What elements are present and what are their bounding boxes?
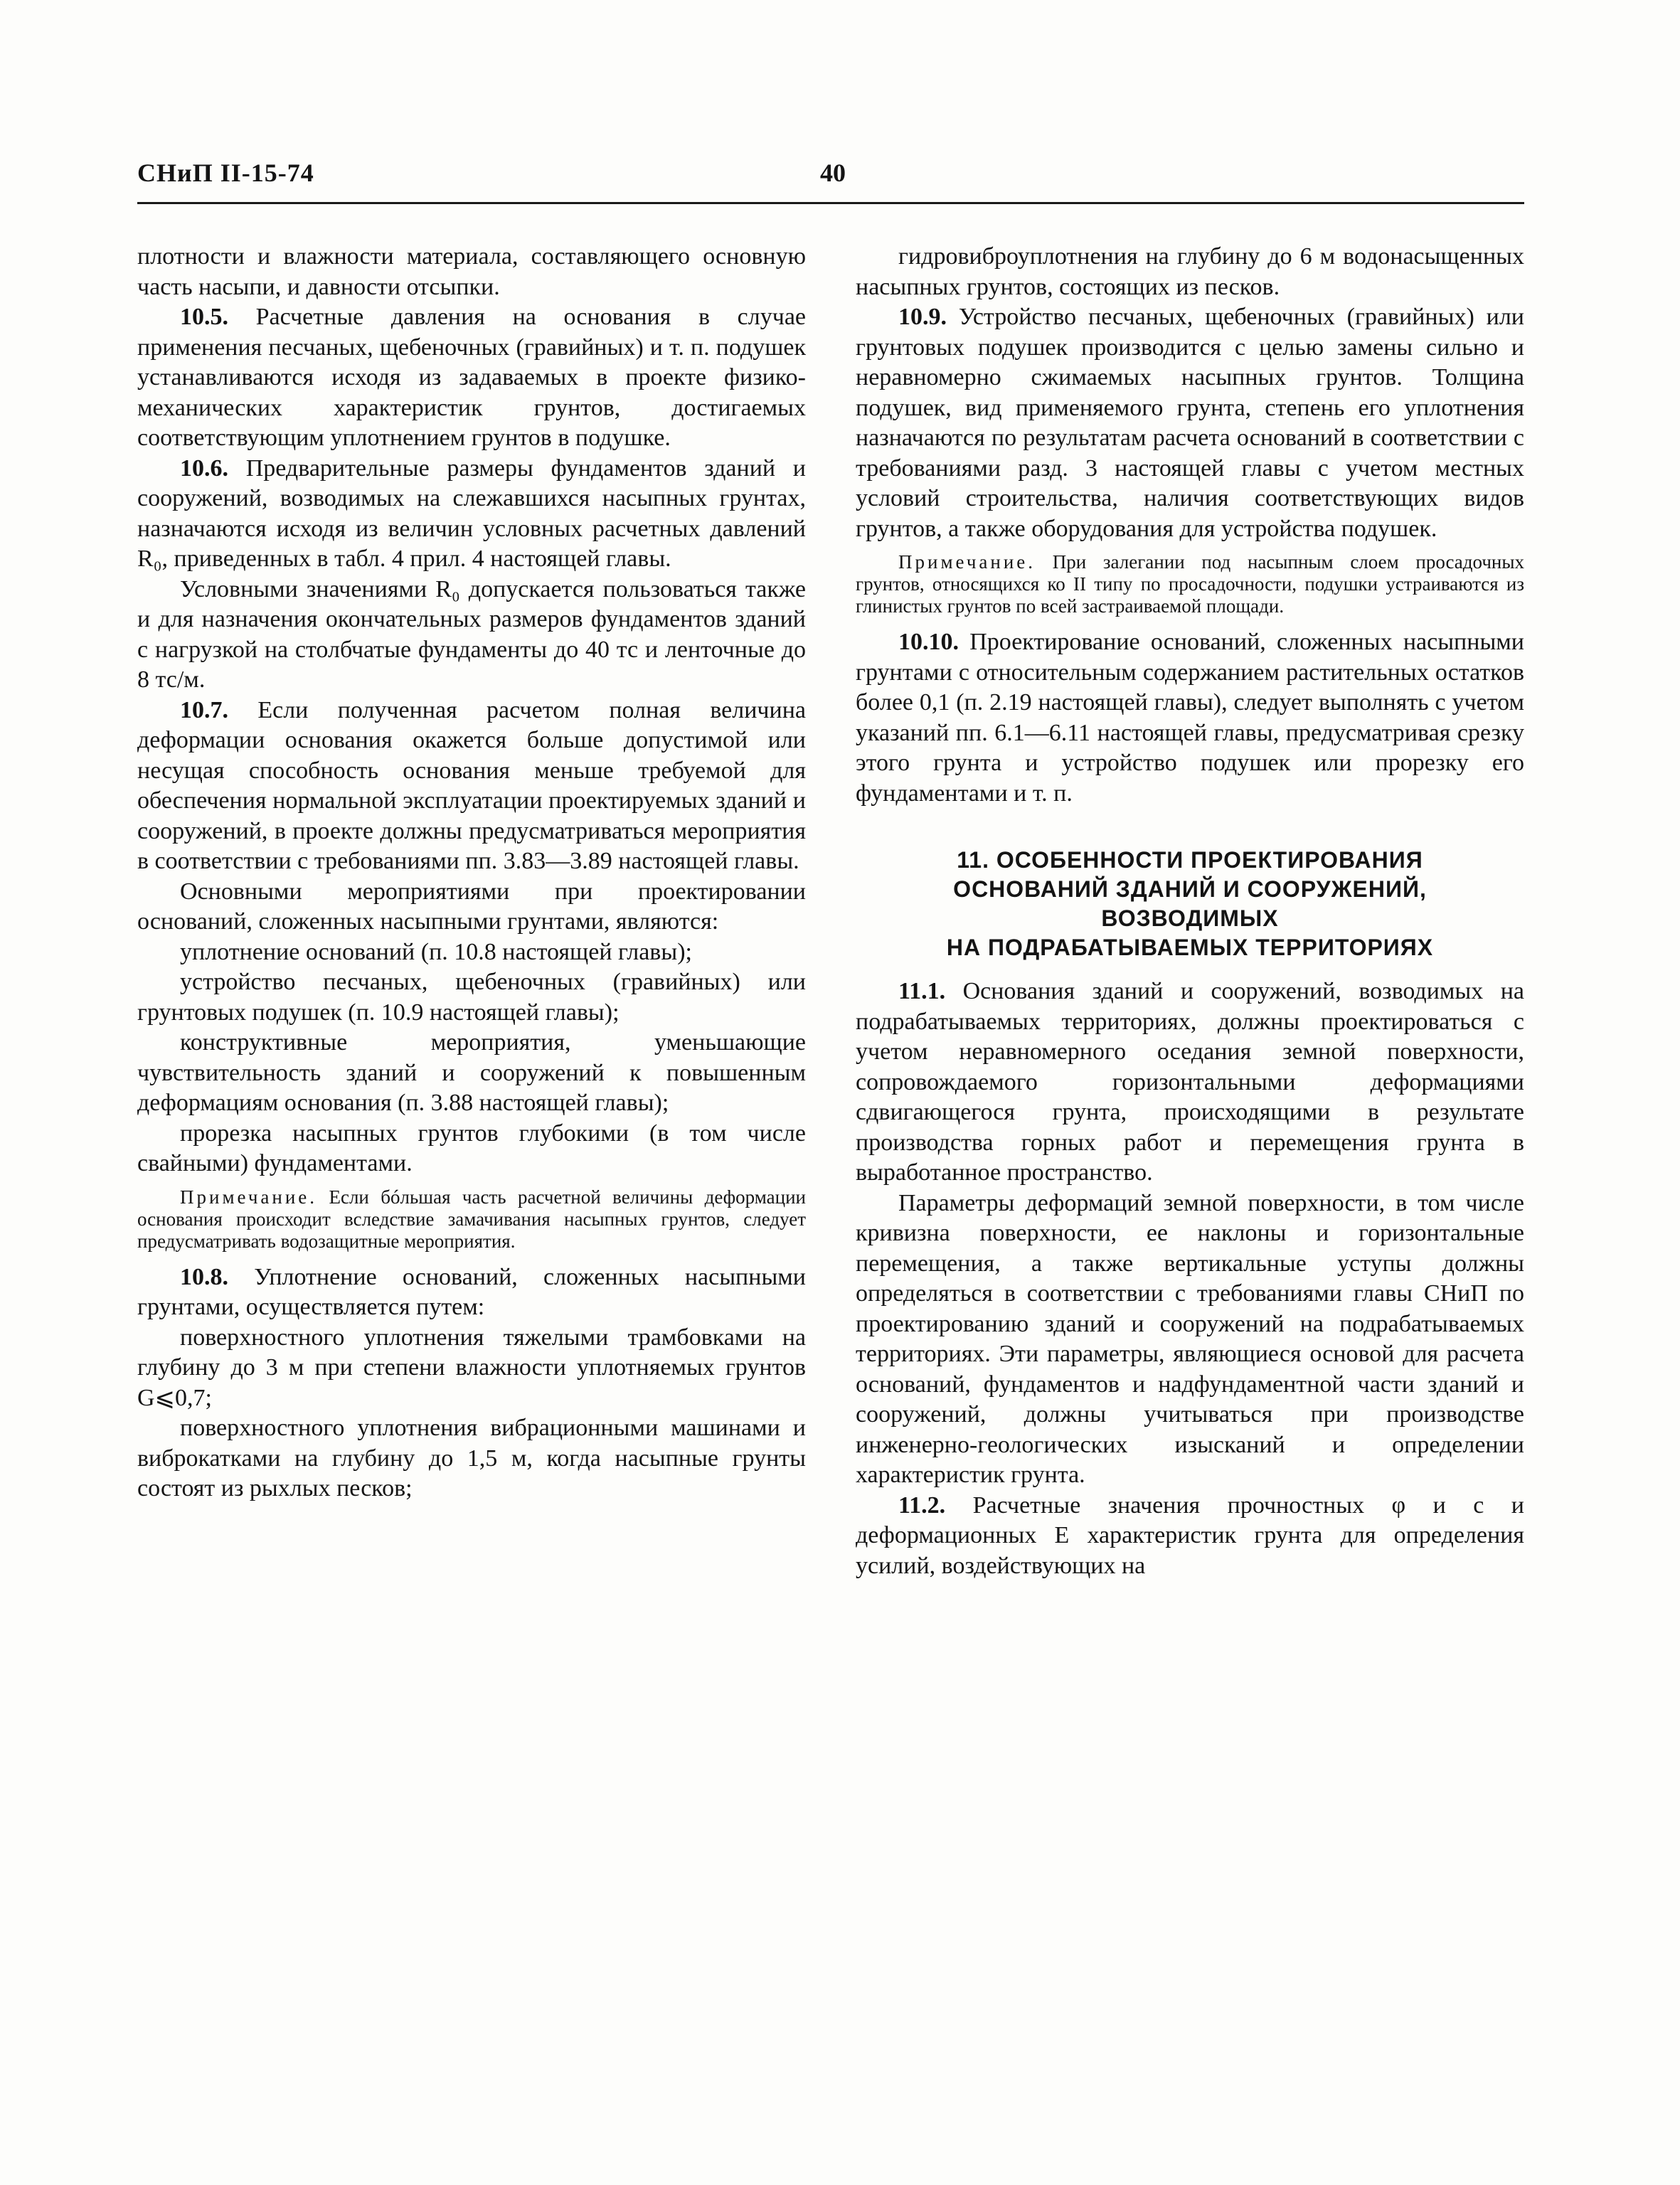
note-text: При залегании под насыпным слоем просадочных грунтов, относящихся ко II типу по просадочности, подушки устраиваются из глинистых грунтов по всей застраиваемой площади.	[856, 551, 1524, 617]
left-column	[137, 242, 806, 1504]
clause-text: Расчетные давления на основания в случае применения песчаных, щебеночных (гравийных) и т. п. подушек устанавливаются исходя из задаваемых в проекте физико-механических характеристик грунтов, достигаемых соответствующим уплотнением грунтов в подушке.	[137, 304, 806, 451]
heading-line: НА ПОДРАБАТЫВАЕМЫХ ТЕРРИТОРИЯХ	[946, 935, 1434, 960]
note-label: Примечание.	[180, 1186, 318, 1208]
list-item: устройство песчаных, щебеночных (гравийных) или грунтовых подушек (п. 10.9 настоящей главы);	[137, 969, 806, 1026]
paragraph-continuation: плотности и влажности материала, составляющего основную часть насыпи, и давности отсыпки.	[137, 243, 806, 300]
clause-number: 11.2.	[898, 1492, 946, 1519]
clause-text: Расчетные значения прочностных φ и c и деформационных E характеристик грунта для определения усилий, воздействующих на	[856, 1492, 1524, 1579]
paragraph: Параметры деформаций земной поверхности, в том числе кривизна поверхности, ее наклоны и горизонтальные перемещения, а также вертикальные уступы должны определяться в соответствии с требованиями главы СНиП по проектированию зданий и сооружений на подрабатываемых территориях. Эти параметры, являющиеся основой для расчета оснований, фундаментов и надфундаментной части зданий и сооружений, должны учитываться при производстве инженерно-геологических изысканий и определении характеристик грунта.	[856, 1189, 1524, 1488]
clause-number: 11.1.	[898, 978, 946, 1004]
clause-text: Предварительные размеры фундаментов зданий и сооружений, возводимых на слежавшихся насыпных грунтах, назначаются исходя из величин условных расчетных давлений R₀, приведенных в табл. 4 прил. 4 настоящей главы.	[137, 454, 807, 572]
clause-11-1	[856, 977, 1524, 1189]
header-rule	[137, 202, 1524, 204]
paragraph: Условными значениями R₀ допускается пользоваться также и для назначения окончательных размеров фундаментов зданий с нагрузкой на столбчатые фундаменты до 40 тс и ленточные до 8 тс/м.	[137, 575, 806, 693]
list-item: уплотнение оснований (п. 10.8 настоящей главы);	[180, 938, 692, 965]
clause-number: 10.6.	[180, 454, 228, 482]
list-item: поверхностного уплотнения тяжелыми трамбовками на глубину до 3 м при степени влажности уплотняемых грунтов G⩽0,7;	[137, 1324, 806, 1411]
clause-number: 10.5.	[180, 304, 228, 330]
clause-number: 10.7.	[180, 696, 228, 723]
list-item: конструктивные мероприятия, уменьшающие чувствительность зданий и сооружений к повышенным деформациям основания (п. 3.88 настоящей главы);	[137, 1029, 806, 1116]
list-item: прорезка насыпных грунтов глубокими (в том числе свайными) фундаментами.	[137, 1120, 806, 1176]
note-text: Если бóльшая часть расчетной величины деформации основания происходит вследствие замачивания насыпных грунтов, следует предусматривать водозащитные мероприятия.	[137, 1186, 807, 1252]
page-header	[137, 158, 1524, 201]
clause-number: 10.9.	[898, 304, 947, 330]
clause-10-5	[137, 302, 806, 454]
clause-number: 10.8.	[180, 1263, 228, 1290]
page-number: 40	[820, 159, 846, 187]
note	[137, 1186, 806, 1253]
section-heading	[856, 846, 1524, 962]
clause-text: Устройство песчаных, щебеночных (гравийных) или грунтовых подушек производится с целью замены сильно и неравномерно сжимаемых насыпных грунтов. Толщина подушек, вид применяемого грунта, степень его уплотнения назначаются по результатам расчета оснований в соответствии с требованиями разд. 3 настоящей главы с учетом местных условий строительства, наличия соответствующих видов грунтов, а также оборудования для устройства подушек.	[856, 304, 1524, 542]
paragraph-continuation: гидровиброуплотнения на глубину до 6 м водонасыщенных насыпных грунтов, состоящих из песков.	[856, 243, 1524, 300]
heading-line: ОСНОВАНИЙ ЗДАНИЙ И СООРУЖЕНИЙ,	[953, 876, 1427, 902]
note	[856, 551, 1524, 617]
document-code: СНиП II-15-74	[137, 159, 314, 187]
right-column	[856, 242, 1524, 1581]
clause-10-8	[137, 1262, 806, 1323]
clause-10-10	[856, 627, 1524, 809]
clause-11-2	[856, 1491, 1524, 1582]
heading-line: ВОЗВОДИМЫХ	[1101, 905, 1279, 931]
clause-number: 10.10.	[898, 629, 959, 655]
heading-line: 11. ОСОБЕННОСТИ ПРОЕКТИРОВАНИЯ	[957, 847, 1423, 873]
clause-10-7	[137, 696, 806, 877]
clause-10-9	[856, 302, 1524, 544]
clause-text: Проектирование оснований, сложенных насыпными грунтами с относительным содержанием растительных остатков более 0,1 (п. 2.19 настоящей главы), следует выполнять с учетом указаний пп. 6.1—6.11 настоящей главы, предусматривая срезку этого грунта и устройство подушек или прорезку его фундаментами и т. п.	[856, 629, 1524, 807]
paragraph: Основными мероприятиями при проектировании оснований, сложенных насыпными грунтами, являются:	[137, 878, 806, 935]
list-item: поверхностного уплотнения вибрационными машинами и виброкатками на глубину до 1,5 м, когда насыпные грунты состоят из рыхлых песков;	[137, 1415, 806, 1501]
clause-10-6	[137, 454, 806, 575]
clause-text: Уплотнение оснований, сложенных насыпными грунтами, осуществляется путем:	[137, 1263, 806, 1320]
note-label: Примечание.	[898, 551, 1036, 573]
clause-text: Если полученная расчетом полная величина деформации основания окажется больше допустимой или несущая способность основания меньше требуемой для обеспечения нормальной эксплуатации проектируемых зданий и сооружений, в проекте должны предусматриваться мероприятия в соответствии с требованиями пп. 3.83—3.89 настоящей главы.	[137, 696, 807, 874]
clause-text: Основания зданий и сооружений, возводимых на подрабатываемых территориях, должны проектироваться с учетом неравномерного оседания земной поверхности, сопровождаемого горизонтальными деформациями сдвигающегося грунта, происходящими в результате производства горных работ и перемещения грунта в выработанное пространство.	[856, 978, 1525, 1186]
